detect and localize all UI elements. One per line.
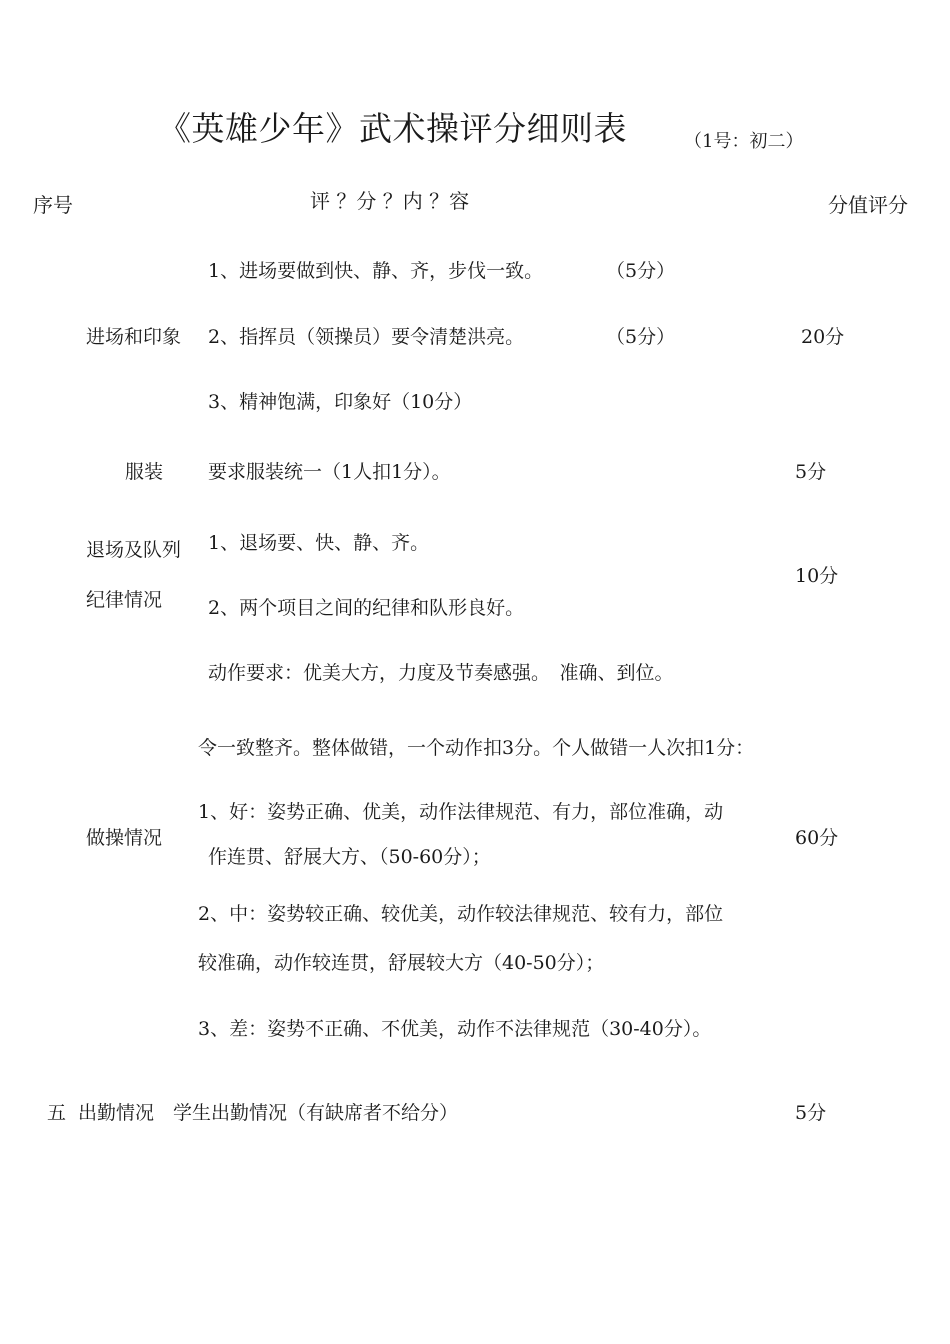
row1-item3-text: 3、精神饱满，印象好（10分） [208, 391, 473, 413]
row5-index: 五 [47, 1102, 67, 1124]
row1-item2-points: （5分） [606, 326, 676, 348]
row4-item1-line2: 作连贯、舒展大方、（50-60分）； [208, 846, 491, 868]
row3-score: 10分 [795, 565, 839, 587]
row1-item1-text: 1、进场要做到快、静、齐，步伐一致。 [208, 260, 544, 282]
row2-category: 服装 [125, 461, 164, 483]
row1-score: 20分 [801, 326, 845, 348]
row2-item1-text: 要求服装统一（1人扣1分）。 [208, 461, 451, 483]
row3-item1-text: 1、退场要、快、静、齐。 [208, 532, 430, 554]
row1-category: 进场和印象 [86, 326, 182, 348]
row4-item3-line1: 3、差：姿势不正确、不优美，动作不法律规范（30-40分）。 [198, 1018, 712, 1040]
row1-item1-points: （5分） [606, 260, 676, 282]
header-index: 序号 [33, 193, 73, 217]
row4-item2-line1: 2、中：姿势较正确、较优美，动作较法律规范、较有力，部位 [198, 903, 724, 925]
row4-item1-line1: 1、好：姿势正确、优美，动作法律规范、有力，部位准确，动 [198, 801, 724, 823]
row4-intro2: 令一致整齐。整体做错，一个动作扣3分。个人做错一人次扣1分： [198, 737, 755, 759]
row3-item2-text: 2、两个项目之间的纪律和队形良好。 [208, 597, 525, 619]
row4-category: 做操情况 [86, 827, 163, 849]
row4-score: 60分 [795, 827, 839, 849]
row5-score: 5分 [795, 1102, 827, 1124]
row2-score: 5分 [795, 461, 827, 483]
document-subtitle: （1号：初二） [684, 131, 804, 152]
row3-category-line2: 纪律情况 [86, 589, 163, 611]
row5-item1-text: 学生出勤情况（有缺席者不给分） [173, 1102, 459, 1124]
row3-category-line1: 退场及队列 [86, 539, 182, 561]
row5-category: 出勤情况 [78, 1102, 155, 1124]
header-score: 分值评分 [828, 193, 908, 217]
row4-intro: 动作要求：优美大方，力度及节奏感强。 准确、到位。 [208, 662, 674, 684]
header-content: 评 ？分 ？内 ？容 [310, 189, 470, 213]
row1-item2-text: 2、指挥员（领操员）要令清楚洪亮。 [208, 326, 525, 348]
document-title: 《英雄少年》武术操评分细则表 [158, 109, 627, 148]
row4-item2-line2: 较准确，动作较连贯，舒展较大方（40-50分）； [198, 952, 605, 974]
